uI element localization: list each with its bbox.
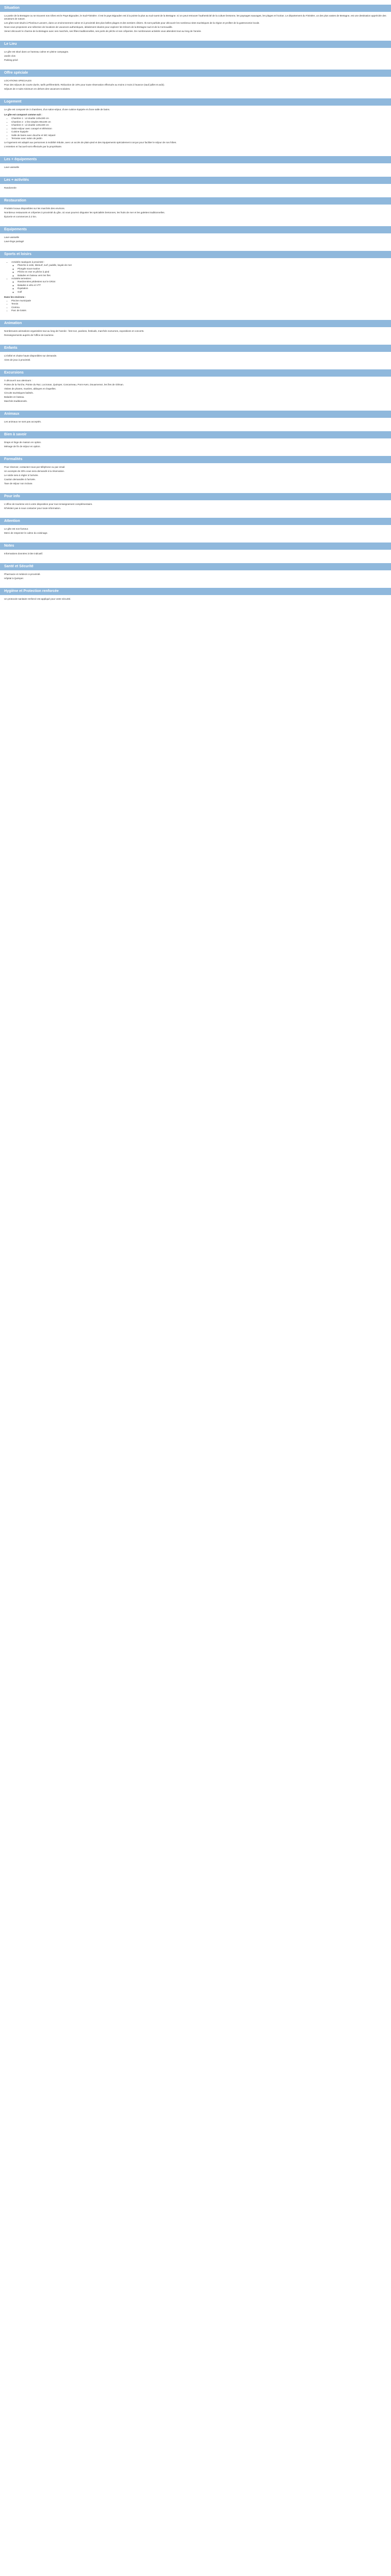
situation-section: [0, 12, 391, 36]
section-header-excursions: Excursions: [0, 369, 391, 377]
list-item: ◦ Pêche en mer et pêche à pied: [18, 270, 387, 274]
list-item: ◦ Golf: [18, 291, 387, 294]
attention-section: [0, 525, 391, 538]
situation-paragraph: Les gîtes sont situés à Plonéour-Lanvern, dans un environnement calme et à proximité des plus belles plages et des sentiers côtiers. Ils sont parfaits pour découvrir les nombreux sites touristiques de la région et profiter de la gastronomie locale.: [4, 22, 260, 24]
excursions-section: [0, 377, 391, 406]
section-header-situation: Situation: [0, 5, 391, 12]
sports-list: [4, 261, 387, 294]
list-item: ◦ Planche à voile, kitesurf, surf, paddle, kayak de mer: [18, 264, 387, 267]
list-item: • Cuisine équipée: [11, 130, 387, 133]
logement-outro: Le logement est adapté aux personnes à mobilité réduite, avec un accès de plain-pied et des équipements spécialement conçus pour faciliter le séjour de nos hôtes.: [4, 141, 177, 144]
list-item: ◦ Randonnées pédestres sur le GR34: [18, 280, 387, 283]
list-item: [11, 277, 387, 294]
formalites-paragraph: Caution demandée à l'arrivée.: [4, 478, 36, 481]
section-header-notes: Notes: [0, 543, 391, 550]
section-header-equipements-plus: Les + équipements: [0, 156, 391, 163]
offre-section: [0, 77, 391, 94]
list-item: ◦ Équitation: [18, 287, 387, 290]
section-header-animation: Animation: [0, 320, 391, 327]
sports-section: [0, 258, 391, 315]
list-item: ◦ Plongée sous-marine: [18, 267, 387, 270]
section-header-sports: Sports et loisirs: [0, 251, 391, 258]
section-header-equipements: Equipements: [0, 226, 391, 233]
enfants-paragraph: Aires de jeux à proximité.: [4, 359, 31, 361]
hygiene-paragraph: Un protocole sanitaire renforcé est appliqué pour votre sécurité.: [4, 598, 71, 600]
logement-section: [0, 106, 391, 151]
excursions-paragraph: Circuits touristiques balisés.: [4, 392, 34, 394]
list-item: • Piscine municipale: [11, 299, 387, 302]
animaux-section: [0, 418, 391, 427]
attention-paragraph: Merci de respecter le calme du voisinage.: [4, 532, 48, 534]
formalites-paragraph: Un acompte de 30% vous sera demandé à la réservation.: [4, 470, 65, 472]
list-item: Lave-linge partagé: [4, 240, 24, 243]
info-section: [0, 500, 391, 513]
restauration-paragraph: Produits locaux disponibles sur les marchés des environs.: [4, 207, 65, 210]
animation-paragraph: Renseignements auprès de l'office de tourisme.: [4, 334, 54, 336]
animation-section: [0, 327, 391, 340]
sante-section: [0, 570, 391, 583]
offre-paragraph: Séjours de 3 nuits minimum en dehors des vacances scolaires.: [4, 88, 71, 90]
sports-group-label: Activités nautiques à proximité :: [11, 261, 45, 263]
section-header-info: Pour info: [0, 493, 391, 500]
enfants-paragraph: Lit bébé et chaise haute disponibles sur demande.: [4, 354, 57, 357]
list-item: Lave-vaisselle: [4, 166, 20, 168]
formalites-section: [0, 463, 391, 488]
lieu-paragraph: Parking privé: [4, 59, 18, 61]
lieu-section: [0, 48, 391, 65]
bien-section: [0, 438, 391, 451]
section-header-animaux: Animaux: [0, 411, 391, 418]
logement-outro: L'entretien et l'accueil sont effectués par la propriétaire.: [4, 145, 62, 148]
situation-paragraph: Venez découvrir le charme de la Bretagne avec ses marchés, ses fêtes traditionnelles, ses ports de pêche et ses crêperies. De nombreuses activités vous attendent tout au long de l'année.: [4, 30, 202, 32]
section-header-logement: Logement: [0, 98, 391, 106]
sante-paragraph: Pharmacie et médecin à proximité.: [4, 573, 41, 575]
situation-paragraph: La partie de la Bretagne ou se trouvent nos Gîtes est le Pays Bigouden, le Sud-Finistère. C'est le pays Bigouden est à la pointe la plus au sud-ouest de la Bretagne. Ici on peut retrouver l'authenticité de la culture bretonne, les paysages sauvages, les plages et l'océan. Le département du Finistère, un des plus vastes de Bretagne, est une destination appréciée des amateurs de nature.: [4, 14, 386, 20]
list-item: • Parc de loisirs: [11, 309, 387, 312]
enfants-section: [0, 352, 391, 365]
sports-group-label: Activités terrestres :: [11, 277, 32, 280]
sante-paragraph: Hôpital à Quimper.: [4, 577, 24, 580]
hygiene-section: [0, 595, 391, 604]
restauration-paragraph: Nombreux restaurants et crêperies à proximité du gîte, où vous pourrez déguster les spécialités bretonnes, les fruits de mer et les galettes traditionnelles.: [4, 211, 165, 214]
section-header-sante: Santé et Sécurité: [0, 563, 391, 570]
section-header-attention: Attention: [0, 518, 391, 525]
excursions-paragraph: Pointe de la Torche, Pointe du Raz, Locronan, Quimper, Concarneau, Pont-Aven, Douarnenez, les îles de Glénan.: [4, 383, 124, 386]
formalites-paragraph: Pour réserver, contactez-nous par téléphone ou par email.: [4, 466, 66, 468]
section-header-formalites: Formalités: [0, 456, 391, 463]
restauration-section: [0, 205, 391, 222]
logement-list: [4, 117, 387, 140]
equipements-section: [0, 233, 391, 246]
list-item: • Chambre 3 : Lit double 140x190 cm: [11, 124, 387, 127]
excursions-paragraph: Balades en bateau.: [4, 396, 25, 398]
offre-paragraph: Pour des séjours de courte durée, tarifs préférentiels. Réduction de 10% pour toute réservation effectuée au moins 2 mois à l'avance (sauf juillet et août).: [4, 83, 165, 86]
list-item: • Chambre 1 : Lit double 140x190 cm: [11, 117, 387, 120]
restauration-paragraph: Épicerie et commerces à 2 km.: [4, 215, 37, 218]
logement-intro: Le gîte est composé de 3 chambres, d'un salon-séjour, d'une cuisine équipée et d'une salle de bains.: [4, 108, 110, 111]
lieu-paragraph: Jardin clos: [4, 55, 15, 57]
list-item: Lave-vaisselle: [4, 236, 20, 239]
situation-paragraph: Nous vous proposons une sélection de locations de vacances authentiques, idéalement situées pour explorer les trésors de la Bretagne sud et de la Cornouaille.: [4, 26, 173, 28]
sports-extra-label: Dans les environs :: [4, 295, 26, 298]
sports-extra-list: [4, 299, 387, 313]
notes-paragraph: Informations données à titre indicatif.: [4, 552, 43, 555]
list-item: ◦ Balades à vélo et VTT: [18, 284, 387, 287]
section-header-hygiene: Hygiène et Protection renforcée: [0, 588, 391, 595]
lieu-paragraph: Le gîte est situé dans un hameau calme en pleine campagne.: [4, 50, 69, 53]
excursions-paragraph: À découvrir aux alentours :: [4, 379, 32, 382]
list-item: • Salon-séjour avec canapé et télévision: [11, 127, 387, 130]
list-item: • Cinéma: [11, 306, 387, 309]
list-item: • Terrasse avec salon de jardin: [11, 137, 387, 140]
list-item: ◦ Balades en bateau vers les îles: [18, 274, 387, 277]
info-paragraph: N'hésitez pas à nous contacter pour toute information.: [4, 507, 61, 510]
list-item: [11, 261, 387, 277]
section-header-lieu: Le Lieu: [0, 41, 391, 48]
bien-paragraph: Draps et linge de maison en option.: [4, 441, 42, 444]
formalites-paragraph: Taxe de séjour non incluse.: [4, 482, 33, 485]
list-item: • Salle de bains avec douche et WC séparé: [11, 134, 387, 137]
section-header-bien: Bien à savoir: [0, 431, 391, 438]
list-item: Randonnée: [4, 187, 17, 189]
animaux-paragraph: Les animaux ne sont pas acceptés.: [4, 420, 42, 423]
section-header-offre: Offre spéciale: [0, 70, 391, 77]
equipements-plus-section: [0, 163, 391, 172]
info-paragraph: L'office de tourisme est à votre disposition pour tout renseignement complémentaire.: [4, 503, 93, 505]
excursions-paragraph: Marchés traditionnels.: [4, 400, 27, 402]
offre-paragraph: LOCATIONS SPECIALES: [4, 79, 32, 82]
notes-section: [0, 550, 391, 558]
formalites-paragraph: Le solde sera à régler à l'arrivée.: [4, 474, 39, 477]
excursions-paragraph: Visites de phares, musées, abbayes et chapelles.: [4, 387, 56, 390]
attention-paragraph: Le gîte est non-fumeur.: [4, 528, 29, 530]
section-header-enfants: Enfants: [0, 345, 391, 352]
section-header-activites-plus: Les + activités: [0, 177, 391, 184]
logement-subheading: Le gîte est composé comme suit :: [4, 113, 42, 116]
list-item: • Chambre 2 : 2 lits simples 90x190 cm: [11, 121, 387, 124]
section-header-restauration: Restauration: [0, 197, 391, 205]
activites-plus-section: [0, 184, 391, 193]
animation-paragraph: Nombreuses animations organisées tout au long de l'année : fest-noz, pardons, festivals, marchés nocturnes, expositions et concerts.: [4, 330, 144, 332]
page: [0, 0, 391, 604]
bien-paragraph: Ménage de fin de séjour en option.: [4, 445, 41, 448]
list-item: • Tennis: [11, 302, 387, 306]
